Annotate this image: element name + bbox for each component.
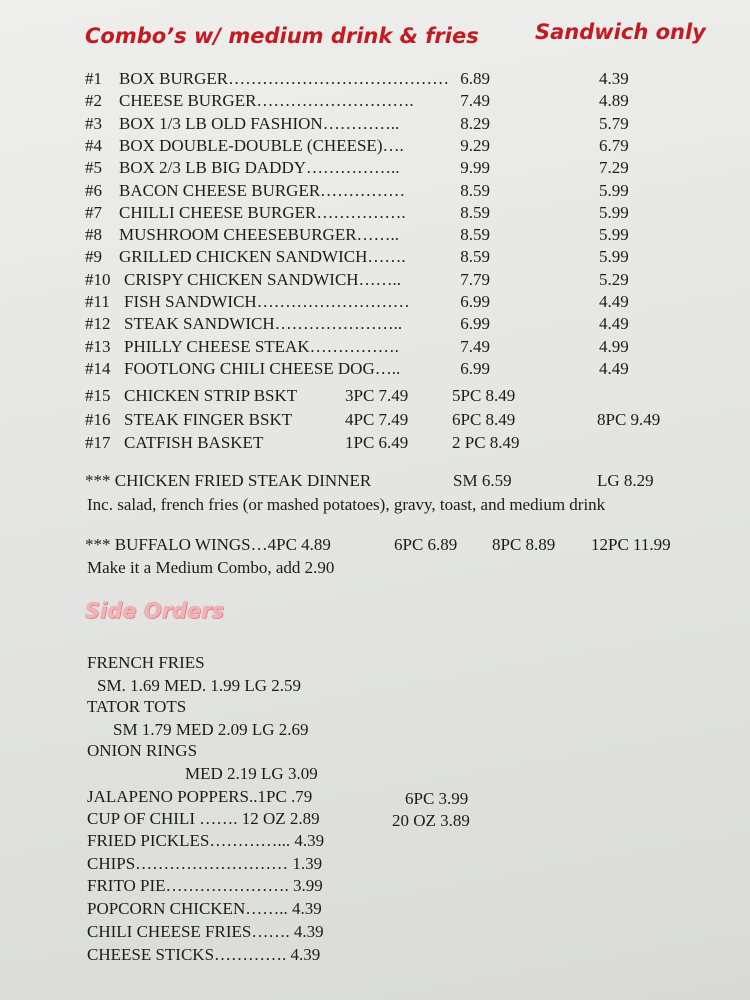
sandwich-only-price: 5.79 — [599, 113, 629, 133]
tator-tots-prices: SM 1.79 MED 2.09 LG 2.69 — [113, 720, 309, 739]
combo-price: 6.99 — [460, 292, 490, 311]
item-name: FOOTLONG CHILI CHEESE DOG….. — [124, 358, 401, 378]
item-name: STEAK SANDWICH………………….. — [124, 314, 403, 334]
buffalo-wings-name: *** BUFFALO WINGS…4PC 4.89 — [85, 535, 331, 554]
basket-price-medium: 5PC 8.49 — [452, 386, 516, 405]
combo-row — [0, 181, 750, 203]
item-name: BOX 1/3 LB OLD FASHION………….. — [119, 113, 400, 133]
combo-row — [0, 337, 750, 359]
sandwich-only-price: 4.49 — [599, 292, 629, 311]
item-number: #17 — [85, 433, 111, 452]
combo-row — [0, 314, 750, 336]
item-name: CRISPY CHICKEN SANDWICH…….. — [124, 269, 402, 289]
combo-price: 8.59 — [460, 225, 490, 245]
sandwich-only-price: 5.29 — [599, 269, 629, 289]
item-name: MUSHROOM CHEESEBURGER…….. — [119, 225, 400, 245]
item-number: #9 — [85, 247, 102, 267]
side-item: CHEESE STICKS…………. 4.39 — [87, 944, 321, 964]
combo-price: 9.99 — [460, 158, 490, 178]
item-name: BACON CHEESE BURGER…………… — [119, 180, 406, 200]
sandwich-only-price: 5.99 — [599, 202, 629, 222]
chili-20oz-price: 20 OZ 3.89 — [392, 811, 470, 830]
combo-price: 6.99 — [460, 358, 490, 378]
french-fries-name: FRENCH FRIES — [87, 653, 205, 672]
item-number: #3 — [85, 113, 102, 133]
item-name: CHEESE BURGER………………………. — [119, 91, 414, 111]
item-name: BOX 2/3 LB BIG DADDY…………….. — [119, 158, 400, 178]
combo-price: 6.89 — [460, 69, 490, 88]
basket-row — [0, 386, 750, 408]
cfs-dinner-name: *** CHICKEN FRIED STEAK DINNER — [85, 471, 372, 490]
combo-row — [0, 69, 750, 91]
item-number: #11 — [85, 292, 110, 311]
basket-price-small: 4PC 7.49 — [345, 409, 409, 429]
item-name: PHILLY CHEESE STEAK……………. — [124, 336, 399, 356]
french-fries-prices: SM. 1.69 MED. 1.99 LG 2.59 — [97, 676, 302, 695]
onion-rings-name: ONION RINGS — [87, 741, 198, 760]
sandwich-only-price: 4.49 — [599, 358, 629, 378]
buffalo-wings-8pc: 8PC 8.89 — [492, 535, 556, 554]
buffalo-wings-combo-note: Make it a Medium Combo, add 2.90 — [87, 558, 335, 577]
sandwich-only-price: 5.99 — [599, 225, 629, 245]
item-number: #10 — [85, 269, 111, 289]
item-name: STEAK FINGER BSKT — [124, 409, 293, 429]
basket-row — [0, 433, 750, 455]
item-number: #8 — [85, 225, 102, 245]
combo-price: 7.49 — [460, 91, 490, 111]
item-name: FISH SANDWICH……………………… — [124, 292, 410, 311]
basket-price-small: 1PC 6.49 — [345, 433, 409, 452]
item-number: #6 — [85, 180, 102, 200]
sandwich-only-price: 5.99 — [599, 180, 629, 200]
item-name: BOX DOUBLE-DOUBLE (CHEESE)…. — [119, 135, 404, 155]
combo-price: 7.79 — [460, 269, 490, 289]
sandwich-only-price: 4.39 — [599, 69, 629, 88]
side-orders-header: Side Orders — [85, 599, 225, 623]
basket-price-medium: 6PC 8.49 — [452, 409, 516, 429]
item-number: #13 — [85, 336, 111, 356]
cfs-dinner-description: Inc. salad, french fries (or mashed potatoes), gravy, toast, and medium drink — [87, 495, 606, 514]
item-number: #4 — [85, 135, 102, 155]
combo-section-header: Combo’s w/ medium drink & fries — [85, 24, 479, 48]
item-name: CHILLI CHEESE BURGER……………. — [119, 202, 406, 222]
sandwich-only-price: 5.99 — [599, 247, 629, 267]
combo-row — [0, 359, 750, 381]
item-number: #16 — [85, 409, 111, 429]
combo-price: 8.59 — [460, 247, 490, 267]
onion-rings-prices: MED 2.19 LG 3.09 — [185, 764, 318, 783]
item-number: #1 — [85, 69, 102, 88]
sandwich-only-price: 4.99 — [599, 336, 629, 356]
item-name: BOX BURGER………………………………… — [119, 69, 450, 88]
combo-price: 8.59 — [460, 202, 490, 222]
item-number: #15 — [85, 386, 111, 405]
basket-row — [0, 410, 750, 432]
jalapeno-poppers-6pc-price: 6PC 3.99 — [405, 789, 469, 808]
sandwich-only-price: 4.49 — [599, 314, 629, 334]
item-name: CHICKEN STRIP BSKT — [124, 386, 298, 405]
combo-price: 9.29 — [460, 135, 490, 155]
side-item: FRITO PIE…………………. 3.99 — [87, 876, 323, 896]
basket-price-large: 8PC 9.49 — [597, 409, 661, 429]
item-number: #7 — [85, 202, 102, 222]
sandwich-only-price: 7.29 — [599, 158, 629, 178]
item-name: CATFISH BASKET — [124, 433, 264, 452]
basket-price-small: 3PC 7.49 — [345, 386, 409, 405]
combo-row — [0, 247, 750, 269]
cfs-dinner-small-price: SM 6.59 — [453, 471, 512, 490]
combo-price: 7.49 — [460, 336, 490, 356]
combo-row — [0, 136, 750, 158]
combo-price: 6.99 — [460, 314, 490, 334]
combo-row — [0, 292, 750, 314]
basket-price-medium: 2 PC 8.49 — [452, 433, 520, 452]
combo-row — [0, 203, 750, 225]
combo-price: 8.59 — [460, 180, 490, 200]
side-item: FRIED PICKLES…………... 4.39 — [87, 831, 325, 850]
combo-price: 8.29 — [460, 113, 490, 133]
jalapeno-poppers-item: JALAPENO POPPERS..1PC .79 — [87, 787, 313, 806]
item-number: #5 — [85, 158, 102, 178]
cfs-dinner-large-price: LG 8.29 — [597, 471, 654, 490]
item-name: GRILLED CHICKEN SANDWICH……. — [119, 247, 406, 267]
cup-of-chili-item: CUP OF CHILI ……. 12 OZ 2.89 — [87, 809, 320, 828]
buffalo-wings-12pc: 12PC 11.99 — [591, 535, 671, 554]
side-item: CHIPS……………………… 1.39 — [87, 853, 323, 873]
side-item: POPCORN CHICKEN…….. 4.39 — [87, 899, 322, 919]
item-number: #14 — [85, 358, 111, 378]
item-number: #2 — [85, 91, 102, 111]
sandwich-only-price: 4.89 — [599, 91, 629, 111]
side-item: CHILI CHEESE FRIES……. 4.39 — [87, 921, 324, 941]
combo-row — [0, 270, 750, 292]
combo-row — [0, 225, 750, 247]
combo-row — [0, 158, 750, 180]
combo-row — [0, 114, 750, 136]
sandwich-only-price: 6.79 — [599, 135, 629, 155]
combo-row — [0, 91, 750, 113]
sandwich-only-header: Sandwich only — [535, 20, 706, 44]
buffalo-wings-6pc: 6PC 6.89 — [394, 535, 458, 554]
tator-tots-name: TATOR TOTS — [87, 697, 187, 716]
item-number: #12 — [85, 314, 111, 334]
